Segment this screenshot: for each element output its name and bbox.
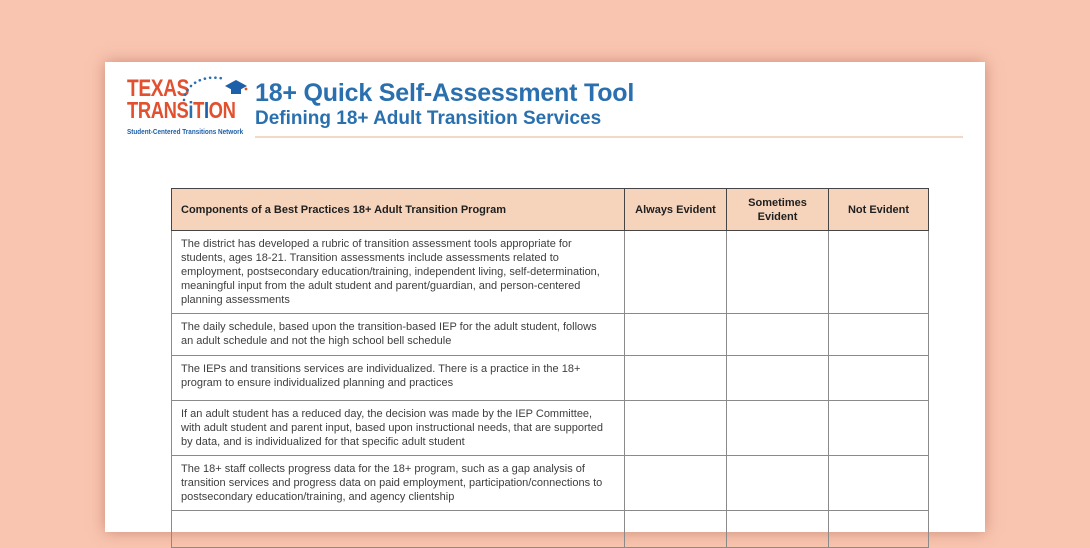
always-evident-cell xyxy=(625,511,727,548)
component-description xyxy=(172,511,625,548)
table-row xyxy=(172,356,929,401)
always-evident-cell xyxy=(625,356,727,401)
component-description: The daily schedule, based upon the transition-based IEP for the adult student, follows an adult schedule and not the high school bell schedule xyxy=(172,314,625,356)
column-header-components: Components of a Best Practices 18+ Adult Transition Program xyxy=(172,189,625,231)
logo-blue-i: i xyxy=(188,97,194,123)
table-row xyxy=(172,401,929,456)
sometimes-evident-cell xyxy=(727,511,829,548)
texas-transition-logo xyxy=(127,75,253,138)
not-evident-cell xyxy=(829,314,929,356)
not-evident-cell xyxy=(829,456,929,511)
not-evident-cell xyxy=(829,401,929,456)
component-description: The 18+ staff collects progress data for the 18+ program, such as a gap analysis of transition services and progress data on paid employment, participation/connections to postsecondary education/training, and agency clientship xyxy=(172,456,625,511)
page-subtitle: Defining 18+ Adult Transition Services xyxy=(255,108,602,129)
column-header-always-evident: Always Evident xyxy=(625,189,727,231)
always-evident-cell xyxy=(625,456,727,511)
table-row xyxy=(172,314,929,356)
table-header-row xyxy=(172,189,929,231)
sometimes-evident-cell xyxy=(727,456,829,511)
logo-texas-text: TEXAS xyxy=(127,75,190,102)
sometimes-evident-cell xyxy=(727,356,829,401)
assessment-table xyxy=(171,188,929,548)
logo-t-part: T xyxy=(193,97,204,123)
document-header xyxy=(255,80,965,138)
page-title: 18+ Quick Self-Assessment Tool xyxy=(255,79,635,107)
logo-transition-text xyxy=(127,99,235,121)
logo-on-part: ON xyxy=(208,97,236,123)
sometimes-evident-cell xyxy=(727,401,829,456)
column-header-not-evident: Not Evident xyxy=(829,189,929,231)
not-evident-cell xyxy=(829,356,929,401)
always-evident-cell xyxy=(625,401,727,456)
logo-tagline: Student-Centered Transitions Network xyxy=(127,127,244,136)
table-row xyxy=(172,231,929,314)
component-description: The IEPs and transitions services are individualized. There is a practice in the 18+ program to ensure individualized planning and practices xyxy=(172,356,625,401)
not-evident-cell xyxy=(829,231,929,314)
always-evident-cell xyxy=(625,231,727,314)
sometimes-evident-cell xyxy=(727,231,829,314)
table-row xyxy=(172,511,929,548)
document-page xyxy=(105,62,985,532)
column-header-sometimes-evident: Sometimes Evident xyxy=(727,189,829,231)
assessment-table-container xyxy=(171,188,929,548)
component-description: If an adult student has a reduced day, the decision was made by the IEP Committee, with adult student and parent input, based upon instructional needs, that are supported by data, and is individualized for that specific adult student xyxy=(172,401,625,456)
not-evident-cell xyxy=(829,511,929,548)
sometimes-evident-cell xyxy=(727,314,829,356)
component-description: The district has developed a rubric of transition assessment tools appropriate for students, ages 18-21. Transition assessments include assessments related to employment, postsecondary education/training, independent living, self-determination, meaningful input from the adult student and parent/guardian, and person-centered planning assessments xyxy=(172,231,625,314)
header-divider xyxy=(255,136,963,138)
logo-trans-part: TRANS xyxy=(127,97,189,123)
table-row xyxy=(172,456,929,511)
logo-blue-capped-i: I xyxy=(203,97,209,123)
always-evident-cell xyxy=(625,314,727,356)
